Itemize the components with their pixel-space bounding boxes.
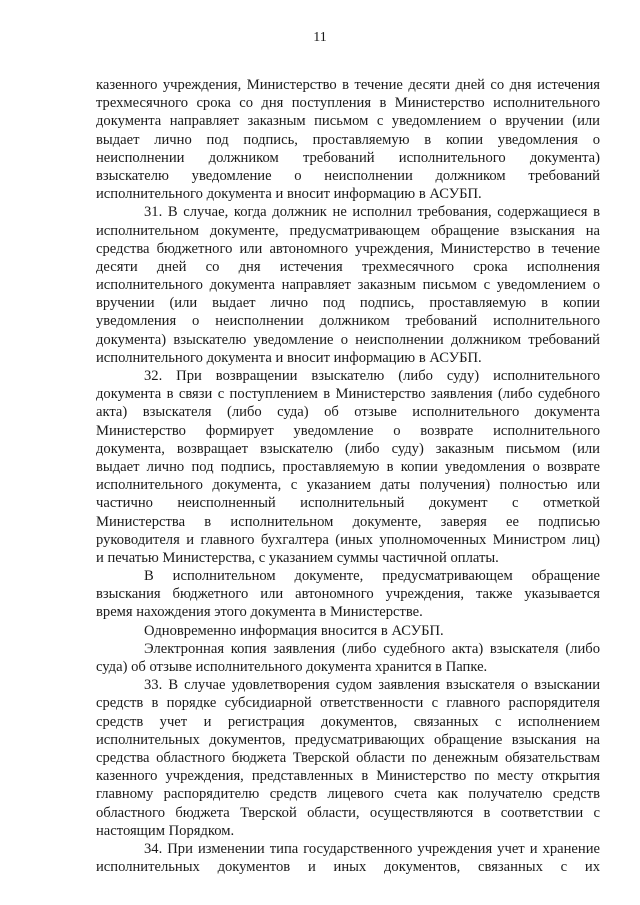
text-line: выдает лично под подпись, проставляемую в копии уведомления о возврате [96, 458, 600, 475]
text-line: В исполнительном документе, предусматривающем обращение [144, 568, 600, 585]
text-line: настоящим Порядком. [96, 822, 235, 839]
text-line: средств учет и регистрация документов, связанных с исполнением [96, 713, 600, 730]
text-line: исполнительного документа и вносит информацию в АСУБП. [96, 186, 482, 203]
text-line: 34. При изменении типа государственного учреждения учет и хранение [144, 840, 600, 857]
text-line: средства бюджетного или автономного учреждения, Министерство в течение [96, 240, 600, 257]
text-line: 32. При возвращении взыскателю (либо суду) исполнительного [144, 368, 600, 384]
text-line: взыскателю уведомление о неисполнении должником требований [96, 167, 600, 184]
text-line: исполнительного документа направляет заказным письмом с уведомлением о [96, 277, 600, 294]
text-line: документа) взыскателю уведомление о неисполнении должником требований [96, 331, 600, 348]
text-line: неисполнении должником требований исполнительного документа) [96, 149, 600, 166]
text-line: частично неисполненный исполнительный документ с отметкой [96, 495, 600, 512]
text-line: документа направляет заказным письмом с уведомлением о вручении (или [96, 113, 600, 130]
text-line: исполнительного документа и вносит информацию в АСУБП. [96, 349, 482, 366]
text-line: вручении (или выдает лично под подпись, проставляемую в копии [96, 295, 600, 312]
text-line: акта) взыскателя (либо суда) об отзыве исполнительного документа [96, 404, 600, 421]
text-line: Электронная копия заявления (либо судебного акта) взыскателя (либо [144, 640, 600, 657]
text-line: документа, возвращает взыскателю (либо суду) заказным письмом (или [96, 440, 600, 457]
text-line: Министерства в исполнительном документе, заверяя ее подписью [96, 513, 600, 530]
text-line: взыскания бюджетного или автономного учреждения, также указывается [96, 586, 600, 603]
text-line: 31. В случае, когда должник не исполнил требования, содержащиеся в [144, 204, 600, 221]
text-line: средств в порядке субсидиарной ответственности с главного распорядителя [96, 695, 600, 712]
text-line: областного бюджета Тверской области, осуществляются в соответствии с [96, 804, 600, 821]
text-line: 33. В случае удовлетворения судом заявления взыскателя о взыскании [144, 677, 600, 694]
text-line: исполнительном документе, предусматривающем обращение взыскания на [96, 222, 600, 239]
text-line: время нахождения этого документа в Министерстве. [96, 604, 423, 621]
text-line: главному распорядителю средств лицевого счета как получателю средств [96, 786, 600, 803]
text-line: трехмесячного срока со дня поступления в Министерство исполнительного [96, 95, 600, 112]
text-line: Одновременно информация вносится в АСУБП. [144, 622, 444, 639]
text-line: исполнительного документа, с указанием даты получения) полностью или [96, 477, 600, 494]
text-line: документа в связи с поступлением в Министерство заявления (либо судебного [96, 386, 600, 403]
text-line: исполнительных документов и иных документов, связанных с их [96, 859, 600, 876]
document-body [96, 76, 600, 876]
text-line: уведомления о неисполнении должником требований исполнительного [96, 313, 600, 330]
text-line: выдает лично под подпись, проставляемую в копии уведомления о [96, 131, 600, 148]
text-line: Министерство формирует уведомление о возврате исполнительного [96, 422, 600, 439]
page-number: 11 [313, 30, 327, 45]
text-line: десяти дней со дня истечения трехмесячного срока исполнения [96, 258, 600, 275]
text-line: казенного учреждения, Министерство в течение десяти дней со дня истечения [96, 77, 600, 93]
text-line: казенного учреждения, представленных в Министерство по месту открытия [96, 768, 600, 785]
text-line: руководителя и главного бухгалтера (иных уполномоченных Министром лиц) [96, 531, 600, 548]
text-line: средства областного бюджета Тверской области по денежным обязательствам [96, 749, 600, 766]
text-line: и печатью Министерства, с указанием суммы частичной оплаты. [96, 549, 499, 566]
text-line: исполнительных документов, предусматривающих обращение взыскания на [96, 731, 600, 748]
text-line: суда) об отзыве исполнительного документа хранится в Папке. [96, 659, 488, 675]
